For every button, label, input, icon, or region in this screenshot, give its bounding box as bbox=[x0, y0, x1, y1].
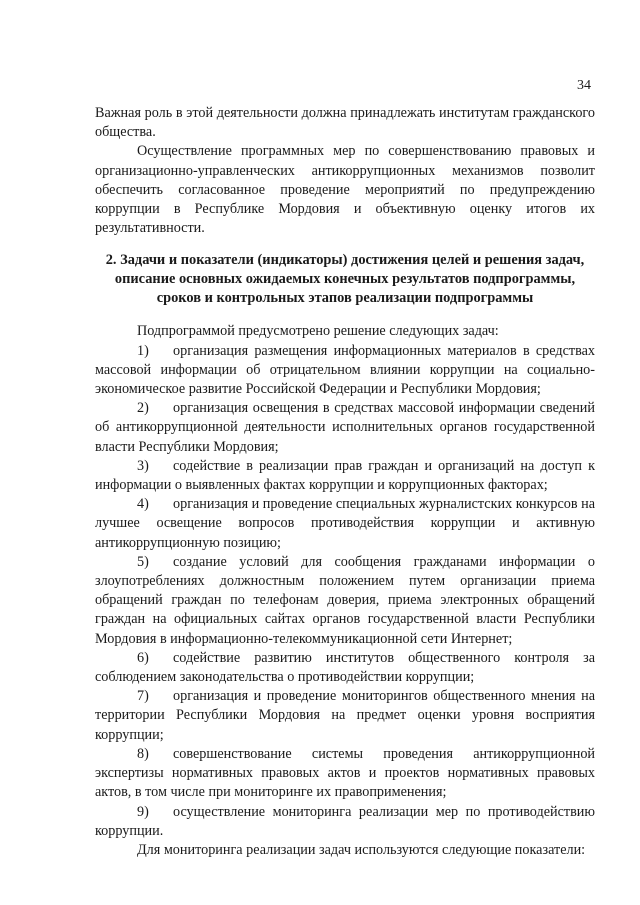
tasks-intro: Подпрограммой предусмотрено решение следующих задач: bbox=[137, 323, 499, 340]
item-number: 4) bbox=[137, 496, 149, 513]
paragraph: Важная роль в этой деятельности должна принадлежать институтам гражданского общества. bbox=[95, 105, 595, 141]
item-text: создание условий для сообщения гражданами информации о злоупотреблениях должностным положением путем организации приема обращений граждан по телефонам доверия, приема электронных обращений граждан на официальных сайтах органов государственной власти Республики Мордовия в информационно-телекоммуникационной сети Интернет; bbox=[95, 553, 595, 647]
item-number: 6) bbox=[137, 649, 149, 666]
list-item bbox=[95, 553, 595, 649]
list-item bbox=[95, 399, 595, 457]
item-number: 8) bbox=[137, 745, 149, 762]
list-item bbox=[95, 745, 595, 803]
list-item bbox=[95, 687, 595, 745]
item-text: содействие развитию институтов общественного контроля за соблюдением законодательства о противодействии коррупции; bbox=[95, 649, 595, 686]
list-item bbox=[95, 649, 595, 687]
item-number: 3) bbox=[137, 457, 149, 474]
item-text: организация и проведение специальных журналистских конкурсов на лучшее освещение вопросов противодействия коррупции и активную антикоррупционную позицию; bbox=[95, 496, 595, 551]
paragraph: Осуществление программных мер по совершенствованию правовых и организационно-управленческих антикоррупционных механизмов позволит обеспечить согласованное проведение мероприятий по предупреждению коррупции в Республике Мордовия и объективную оценку итогов их результативности. bbox=[95, 143, 595, 237]
list-item bbox=[95, 495, 595, 553]
closing-paragraph: Для мониторинга реализации задач используются следующие показатели: bbox=[137, 841, 586, 858]
item-text: организация освещения в средствах массовой информации сведений об антикоррупционной деятельности исполнительных органов государственной власти Республики Мордовия; bbox=[95, 400, 595, 455]
item-text: осуществление мониторинга реализации мер по противодействию коррупции. bbox=[95, 803, 595, 839]
item-text: организация и проведение мониторингов общественного мнения на территории Республики Мордовия на предмет оценки уровня восприятия коррупции; bbox=[95, 688, 595, 743]
item-number: 2) bbox=[137, 400, 149, 417]
document-body bbox=[95, 104, 595, 860]
list-item bbox=[95, 803, 595, 841]
item-text: организация размещения информационных материалов в средствах массовой информации об отрицательном влиянии коррупции на социально-экономическое развитие Российской Федерации и Республики Мордовия; bbox=[95, 342, 595, 398]
item-text: совершенствование системы проведения антикоррупционной экспертизы нормативных правовых актов и проектов нормативных правовых актов, в том числе при мониторинге их правоприменения; bbox=[95, 745, 595, 801]
section-heading: 2. Задачи и показатели (индикаторы) достижения целей и решения задач, описание основных ожидаемых конечных результатов подпрограммы, сроков и контрольных этапов реализации подпрограммы bbox=[105, 252, 585, 307]
page-number: 34 bbox=[577, 78, 591, 93]
item-number: 5) bbox=[137, 553, 149, 570]
item-number: 7) bbox=[137, 688, 149, 705]
item-text: содействие в реализации прав граждан и организаций на доступ к информации о выявленных фактах коррупции и коррупционных факторах; bbox=[95, 457, 595, 494]
item-number: 1) bbox=[137, 342, 149, 359]
item-number: 9) bbox=[137, 803, 149, 820]
list-item bbox=[95, 457, 595, 495]
list-item bbox=[95, 342, 595, 400]
